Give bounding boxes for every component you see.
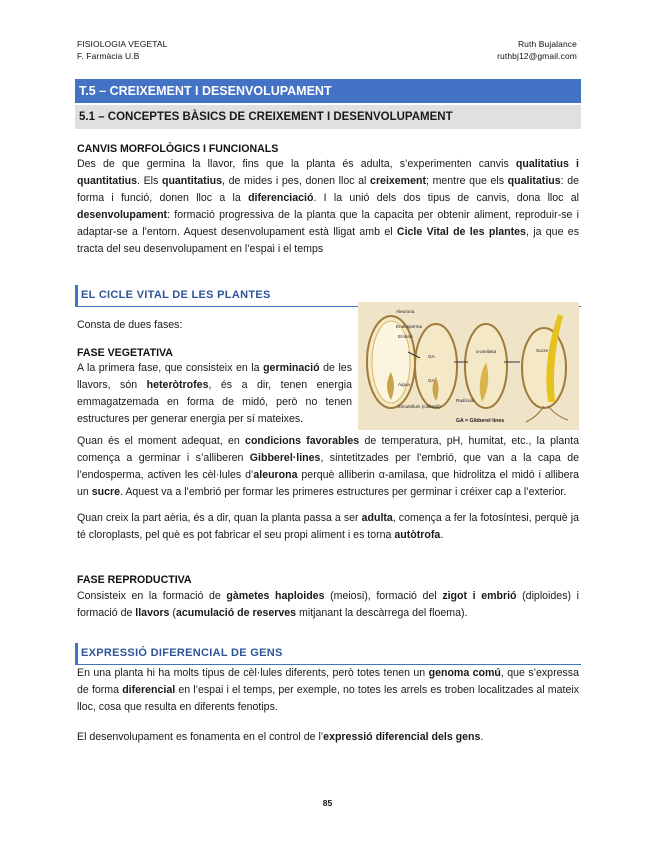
label-escutellum: Escutellum (cotiledó) <box>398 404 441 409</box>
fase-vegetativa-paragraph: A la primera fase, que consisteix en la germinació de les llavors, són heteròtrofes, és a dir, tenen energia emmagatzemada en forma de midó, però no tenen estructures per generar energia per sí mateixes. <box>77 362 352 425</box>
canvis-paragraph: Des de que germina la llavor, fins que la planta és adulta, s’experimenten canvis qualitatius i quantitatius. Els quantitatius, de mides i pes, donen lloc al creixement; mentre que els qualitatius: de forma i funció, donen lloc a la diferenciació. I la unió dels dos tipus de canvis, dona lloc al desenvolupament: formació progressiva de la planta que la capacita per obtenir aliment, reproduir-se i adaptar-se a l’entorn. Aquest desenvolupament està lligat amb el Cicle Vital de les plantes, ja que es tracta del seu desenvolupament en l’espai i el temps <box>77 158 580 255</box>
adulta-paragraph: Quan creix la part aèria, és a dir, quan la planta passa a ser adulta, comença a fer la fotosíntesi, perquè ja té cloroplasts, pel què es pot fabricar el seu propi aliment i es torna autòtrofa. <box>77 512 579 541</box>
page-subtitle: 5.1 – CONCEPTES BÀSICS DE CREIXEMENT I DESENVOLUPAMENT <box>75 105 581 129</box>
canvis-heading: CANVIS MORFOLÒGICS I FUNCIONALS <box>77 143 279 155</box>
course-name: FISIOLOGIA VEGETAL <box>77 39 168 49</box>
author-name: Ruth Bujalance <box>517 39 577 49</box>
label-ga-1: GA <box>428 354 435 359</box>
gens-final-paragraph: El desenvolupament es fonamenta en el control de l’expressió diferencial dels gens. <box>77 731 484 743</box>
label-alfa-amilasa: α-amilasa <box>476 349 497 354</box>
label-embrio: Embrió <box>398 334 413 339</box>
gens-paragraph: En una planta hi ha molts tipus de cèl·lules diferents, però totes tenen un genoma comú, que s’expressa de forma diferencial en l’espai i el temps, per exemple, no totes les arrels es troben localitzades al mateix lloc, cosa que resulta en diferents fenotips. <box>77 667 580 713</box>
fase-reproductiva-paragraph: Consisteix en la formació de gàmetes haploides (meiosi), formació del zigot i embrió (diploides) i formació de llavors (acumulació de reserves mitjanant la descàrrega del floema). <box>77 590 579 619</box>
seed-germination-diagram <box>358 302 579 430</box>
section-cicle-vital: EL CICLE VITAL DE LES PLANTES <box>75 285 581 307</box>
label-aleurona: Aleurona <box>396 309 415 314</box>
label-aigua: Aigua <box>398 382 410 387</box>
page-number: 85 <box>322 798 333 808</box>
label-radicula: Radícula <box>456 398 475 403</box>
section-expressio-gens: EXPRESSIÓ DIFERENCIAL DE GENS <box>75 643 581 665</box>
germinacio-paragraph: Quan és el moment adequat, en condicions favorables de temperatura, pH, humitat, etc., la planta comença a germinar i s’alliberen Gibberel·lines, sintetitzades per l’embrió, que van a la capa de l’endosperma, activen les cèl·lules d’aleurona perquè alliberin α-amilasa, que hidrolitza el midó i allibera un sucre. Aquest va a l’embrió per formar les primeres estructures per germinar i créixer cap a l’exterior. <box>77 435 579 498</box>
author-email[interactable]: ruthbj12@gmail.com <box>497 51 577 61</box>
faculty-name: F. Farmàcia U.B <box>77 51 140 61</box>
seed-4 <box>522 328 566 408</box>
label-ga-2: GA <box>428 378 435 383</box>
page-title: T.5 – CREIXEMENT I DESENVOLUPAMENT <box>75 79 581 103</box>
label-endosperma: Endosperma <box>396 324 423 329</box>
fase-reproductiva-heading: FASE REPRODUCTIVA <box>77 574 192 586</box>
header-left <box>77 38 167 62</box>
fase-vegetativa-heading: FASE VEGETATIVA <box>77 347 173 359</box>
cicle-intro: Consta de dues fases: <box>77 319 183 331</box>
header-right <box>497 38 577 62</box>
seed-germination-figure <box>358 302 579 430</box>
label-sucre: Sucre <box>536 348 549 353</box>
label-ga-legend: GA = Gibberel·lines <box>456 418 505 424</box>
